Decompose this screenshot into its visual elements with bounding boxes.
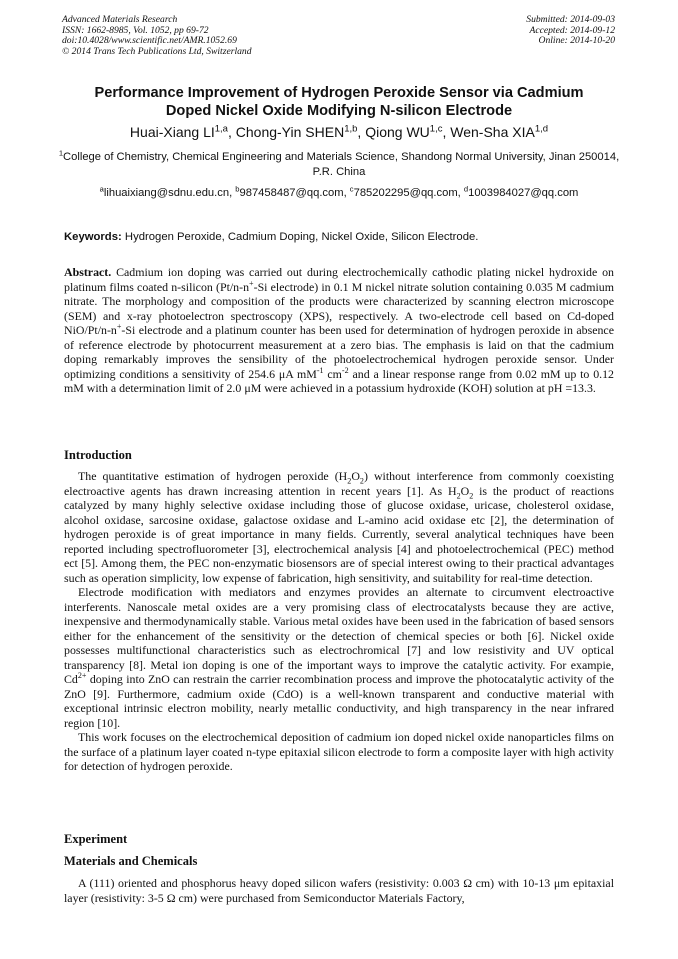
affiliation-sup: 1: [58, 148, 64, 158]
journal-name: Advanced Materials Research: [62, 14, 178, 25]
abstract: [64, 265, 614, 396]
paragraph-text: ) without interference from commonly coexisting electroactive agents has drawn increasing attention in recent years [1]. As H: [64, 469, 615, 498]
paragraph-text: is the product of reactions catalyzed by many highly selective oxidase including those of glucose oxidase, uricase, cholesterol oxidase, alcohol oxidase, sarcosine oxidase, galactose oxidase and L-amino acid oxidase etc [2], the determination of hydrogen peroxide is of great importance in many fields. Currently, several analytical techniques have been reported including spectrofluorometer [3], electrochemical analysis [4] and photoelectrochemical (PEC) method ect [5]. Among them, the PEC non-enzymatic biosensors are of special interest owing to their practical advantages such as operation simplicity, low expense of fabrication, high sensitivity, and suitability for real-time detection.: [64, 483, 615, 585]
keywords: [64, 230, 614, 244]
email-sup: c: [349, 184, 354, 194]
author-list: Huai-Xiang LI$^{1,a}$, Chong-Yin SHEN$^{1,b}$, Qiong WU$^{1,c}$, Wen-Sha XIA$^{1,d}$: [129, 123, 549, 140]
paper-title: [40, 85, 638, 120]
paragraph-text: O: [460, 483, 470, 498]
abstract-paragraph: [64, 265, 614, 396]
materials-body: [64, 876, 614, 905]
email-link[interactable]: 785202295@qq.com: [353, 187, 458, 199]
author-sup: 1,c: [429, 123, 443, 135]
paragraph-text: doping into ZnO can restrain the carrier recombination process and improve the photocatalytic activity of the ZnO [9]. Furthermore, cadmium oxide (CdO) is a well-known transparent and conductive material with exceptional intrinsic electron mobility, nearly metallic conductivity, and high transparency in the near infrared region [10].: [64, 672, 614, 730]
title-line-2: Doped Nickel Oxide Modifying N-silicon Electrode: [165, 102, 513, 119]
author-name: Huai-Xiang LI: [129, 124, 215, 140]
author-sup: 1,b: [344, 123, 358, 135]
abstract-sup: -2: [341, 365, 349, 375]
introduction-body: [64, 469, 614, 774]
email-list: $^a$lihuaixiang@sdnu.edu.cn, $^b$987458487@qq.com, $^c$785202295@qq.com, $^d$1003984027@qq.com: [99, 184, 579, 199]
author-name: Qiong WU: [365, 124, 430, 140]
journal-info: [62, 15, 252, 57]
abstract-text: Cadmium ion doping was carried out during electrochemically cathodic plating nickel hydroxide on platinum films coated n-silicon (Pt/n-n: [64, 265, 614, 294]
journal-copyright: © 2014 Trans Tech Publications Ltd, Switzerland: [62, 45, 252, 57]
introduction-heading: Introduction: [64, 448, 132, 462]
experiment-heading: Experiment: [64, 832, 128, 846]
email-sup: b: [235, 184, 240, 194]
subscript: 2: [456, 490, 461, 500]
title-line-1: Performance Improvement of Hydrogen Peroxide Sensor via Cadmium: [94, 85, 584, 101]
abstract-text: cm: [323, 366, 342, 381]
abstract-text: -Si electrode) in 0.1 M nickel nitrate solution containing 0.035 M cadmium nitrate. The morphology and composition of the products were characterized by scanning electron microscope (SEM) and x-ray photoelectron spectroscopy (XPS), respectively. A two-electrode cell based on Cd-doped NiO/Pt/n-n: [64, 279, 614, 337]
paragraph-text: The quantitative estimation of hydrogen peroxide (H: [78, 469, 348, 483]
author-name: Wen-Sha XIA: [450, 124, 535, 140]
email-link[interactable]: 1003984027@qq.com: [468, 187, 579, 199]
author-sup: 1,a: [214, 123, 228, 135]
affiliation-text: College of Chemistry, Chemical Engineering and Materials Science, Shandong Normal University, Jinan 250014, P.R. China: [63, 151, 620, 178]
introduction-paragraph: [64, 469, 614, 585]
email-link[interactable]: lihuaixiang@sdnu.edu.cn: [103, 187, 230, 199]
introduction-paragraph: This work focuses on the electrochemical deposition of cadmium ion doped nickel oxide nanoparticles films on the surface of a platinum layer coated n-type epitaxial silicon electrode to form a composite layer with high activity for detection of hydrogen peroxide.: [64, 730, 614, 773]
submitted-date: Submitted: 2014-09-03: [526, 14, 615, 25]
abstract-sup: +: [249, 278, 254, 288]
abstract-text: and a linear response range from 0.02 mM up to 0.12 mM with a determination limit of 2.0 μM were achieved in a potassium hydroxide (KOH) solution at pH =13.3.: [64, 366, 614, 395]
online-date: Online: 2014-10-20: [538, 35, 615, 47]
superscript: 2+: [77, 671, 87, 681]
email-sup: d: [463, 184, 469, 194]
abstract-text: -Si electrode and a platinum counter has been used for determination of hydrogen peroxide in absence of reference electrode by photocurrent measurement at a zero bias. The emphasis is laid on that the cadmium doping remarkably improves the sensibility of the photoelectrochemical hydrogen peroxide sensor. Under optimizing conditions a sensitivity of 254.6 μA mM: [64, 323, 614, 381]
introduction-paragraph: [64, 585, 614, 730]
abstract-sup: -1: [316, 365, 324, 375]
journal-issn: ISSN: 1662-8985, Vol. 1052, pp 69-72: [62, 24, 209, 36]
accepted-date: Accepted: 2014-09-12: [529, 24, 615, 36]
paragraph-text: Electrode modification with mediators and enzymes provides an alternate to circumvent electroactive interferents. Nanoscale metal oxides are a very promising class of electrocatalysts because they are active, inexpensive and thermodynamically stable. Various metal oxides have been used in the fabrication of based sensors either for the enhancement of the sensitivity or the detection of chemical species or both [6]. Nickel oxide possesses multifunctional characteristics such as electrochromical [7] and low resistivity and UV optical transparency [8]. Metal ion doping is one of the important ways to improve the catalytic activity. For exampie, Cd: [64, 585, 614, 686]
author-name: Chong-Yin SHEN: [235, 124, 345, 140]
keywords-text: Hydrogen Peroxide, Cadmium Doping, Nickel Oxide, Silicon Electrode.: [121, 231, 479, 243]
subscript: 2: [469, 490, 474, 500]
email-link[interactable]: 987458487@qq.com: [239, 187, 344, 199]
materials-heading: Materials and Chemicals: [64, 854, 198, 868]
materials-paragraph: A (111) oriented and phosphorus heavy doped silicon wafers (resistivity: 0.003 Ω cm) with 10-13 μm epitaxial layer (resistivity: 3-5 Ω cm) were purchased from Semiconductor Materials Factory,: [64, 876, 614, 905]
abstract-sup: +: [116, 322, 122, 332]
subscript: 2: [359, 476, 364, 486]
email-sup: a: [99, 184, 104, 194]
subscript: 2: [347, 476, 352, 486]
journal-doi: doi:10.4028/www.scientific.net/AMR.1052.69: [62, 35, 237, 47]
keywords-label: Keywords:: [64, 231, 122, 243]
affiliation: [50, 150, 628, 179]
abstract-label: Abstract.: [64, 265, 112, 279]
publication-dates: [526, 15, 615, 47]
paragraph-text: O: [351, 469, 360, 483]
author-sup: 1,d: [534, 123, 549, 135]
